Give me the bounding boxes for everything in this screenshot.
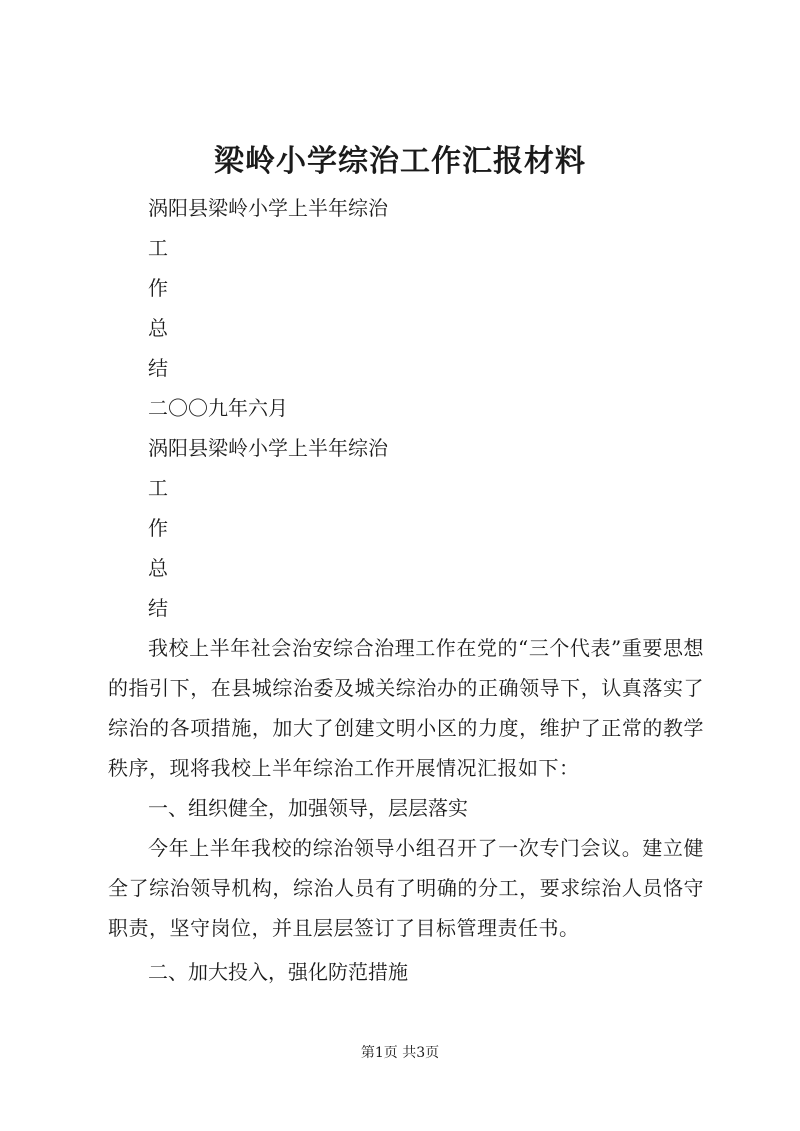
cover-line: 工 [148,236,168,260]
section-1-paragraph: 今年上半年我校的综治领导小组召开了一次专门会议。建立健全了综治领导机构，综治人员有了明确的分工，要求综治人员恪守职责，坚守岗位，并且层层签订了目标管理责任书。 [108,836,704,940]
cover-line: 总 [148,316,168,340]
page-number-footer: 第1页 共3页 [360,1045,440,1061]
section-heading-2: 二、加大投入，强化防范措施 [148,960,408,984]
cover-line: 总 [148,556,168,580]
cover-line: 结 [148,356,168,380]
document-title: 梁岭小学综治工作汇报材料 [214,144,586,179]
cover-line: 结 [148,596,168,620]
cover-line: 涡阳县梁岭小学上半年综治 [148,436,388,460]
cover-date-line: 二〇〇九年六月 [148,396,288,420]
cover-line: 涡阳县梁岭小学上半年综治 [148,196,388,220]
cover-line: 作 [148,516,168,540]
cover-line: 工 [148,476,168,500]
intro-paragraph: 我校上半年社会治安综合治理工作在党的“三个代表”重要思想的指引下，在县城综治委及城关综治办的正确领导下，认真落实了综治的各项措施，加大了创建文明小区的力度，维护了正常的教学秩序，现将我校上半年综治工作开展情况汇报如下： [108,636,704,780]
section-heading-1: 一、组织健全，加强领导，层层落实 [148,796,468,820]
cover-line: 作 [148,276,168,300]
